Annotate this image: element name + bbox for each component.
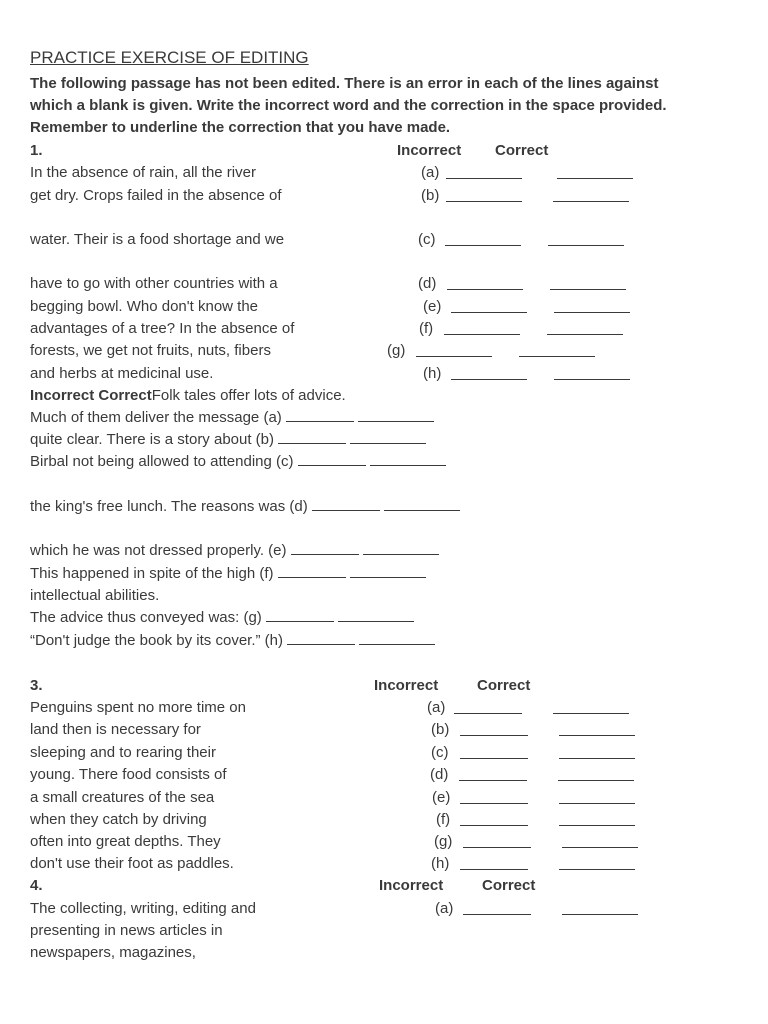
ex2-line-e [30, 542, 439, 560]
ex2-line-b [30, 431, 426, 449]
ex3-line: land then is necessary for [30, 721, 201, 738]
ex2-line-g [30, 609, 414, 627]
ex3-line: a small creatures of the sea [30, 789, 215, 806]
ex2-line-c [30, 453, 446, 471]
ex2-header-incorrect: Incorrect [30, 387, 99, 404]
instruction-line-2: which a blank is given. Write the incorrect word and the correction in the space provided. [30, 97, 667, 114]
ex2-f-incorrect-blank[interactable] [278, 576, 346, 578]
ex1-f-incorrect-blank[interactable] [444, 334, 520, 335]
ex1-label-c: (c) [418, 231, 436, 248]
ex1-label-b: (b) [421, 187, 440, 204]
ex1-label-d: (d) [418, 275, 437, 292]
ex2-header-correct: Correct [98, 387, 152, 404]
ex2-c-correct-blank[interactable] [370, 464, 446, 466]
ex3-a-correct-blank[interactable] [553, 713, 629, 714]
ex2-header-line [30, 387, 346, 405]
ex4-line: presenting in news articles in [30, 922, 223, 939]
ex4-a-correct-blank[interactable] [562, 914, 638, 915]
ex2-line-text: Much of them deliver the message (a) [30, 409, 282, 426]
ex3-label-a: (a) [427, 699, 446, 716]
ex4-label-a: (a) [435, 900, 454, 917]
ex1-line: begging bowl. Who don't know the [30, 298, 259, 315]
ex3-h-incorrect-blank[interactable] [460, 869, 528, 870]
ex4-line: The collecting, writing, editing and [30, 900, 256, 917]
ex3-b-incorrect-blank[interactable] [460, 735, 528, 736]
ex1-line: advantages of a tree? In the absence of [30, 320, 295, 337]
ex1-line: forests, we get not fruits, nuts, fibers [30, 342, 271, 359]
ex1-b-correct-blank[interactable] [553, 201, 629, 202]
ex1-e-incorrect-blank[interactable] [451, 312, 527, 313]
ex3-d-incorrect-blank[interactable] [459, 780, 527, 781]
ex3-g-incorrect-blank[interactable] [463, 847, 531, 848]
ex2-f-correct-blank[interactable] [350, 576, 426, 578]
ex3-f-incorrect-blank[interactable] [460, 825, 528, 826]
ex4-header-incorrect: Incorrect [379, 877, 444, 894]
ex3-line: sleeping and to rearing their [30, 744, 216, 761]
ex3-a-incorrect-blank[interactable] [454, 713, 522, 714]
ex3-g-correct-blank[interactable] [562, 847, 638, 848]
ex1-a-incorrect-blank[interactable] [446, 178, 522, 179]
ex1-g-incorrect-blank[interactable] [416, 356, 492, 357]
ex3-e-incorrect-blank[interactable] [460, 803, 528, 804]
ex4-header-correct: Correct [482, 877, 536, 894]
ex2-line-text: Birbal not being allowed to attending (c) [30, 453, 294, 470]
ex3-label-g: (g) [434, 833, 453, 850]
ex2-a-correct-blank[interactable] [358, 420, 434, 422]
ex1-c-correct-blank[interactable] [548, 245, 624, 246]
ex2-c-incorrect-blank[interactable] [298, 464, 366, 466]
ex3-line: don't use their foot as paddles. [30, 855, 234, 872]
ex2-b-incorrect-blank[interactable] [278, 442, 346, 444]
ex1-f-correct-blank[interactable] [547, 334, 623, 335]
ex1-line: get dry. Crops failed in the absence of [30, 187, 282, 204]
ex2-line-d [30, 498, 460, 516]
ex3-label-e: (e) [432, 789, 451, 806]
ex2-d-correct-blank[interactable] [384, 509, 460, 511]
ex3-line: Penguins spent no more time on [30, 699, 246, 716]
ex1-line: have to go with other countries with a [30, 275, 278, 292]
ex3-f-correct-blank[interactable] [559, 825, 635, 826]
ex2-line-a [30, 409, 434, 427]
ex2-b-correct-blank[interactable] [350, 442, 426, 444]
ex2-line-plain: intellectual abilities. [30, 587, 160, 604]
exercise-4-number: 4. [30, 877, 43, 894]
ex1-label-e: (e) [423, 298, 442, 315]
ex4-a-incorrect-blank[interactable] [463, 914, 531, 915]
ex1-b-incorrect-blank[interactable] [446, 201, 522, 202]
ex3-line: when they catch by driving [30, 811, 207, 828]
ex1-label-g: (g) [387, 342, 406, 359]
ex1-d-incorrect-blank[interactable] [447, 289, 523, 290]
ex1-line: water. Their is a food shortage and we [30, 231, 285, 248]
ex1-a-correct-blank[interactable] [557, 178, 633, 179]
ex3-line: often into great depths. They [30, 833, 221, 850]
ex2-line-text: quite clear. There is a story about (b) [30, 431, 275, 448]
ex1-label-f: (f) [419, 320, 434, 337]
ex3-line: young. There food consists of [30, 766, 227, 783]
ex2-g-correct-blank[interactable] [338, 620, 414, 622]
ex2-h-correct-blank[interactable] [359, 643, 435, 645]
ex3-e-correct-blank[interactable] [559, 803, 635, 804]
ex2-intro: Folk tales offer lots of advice. [151, 387, 346, 404]
ex3-label-d: (d) [430, 766, 449, 783]
ex3-label-c: (c) [431, 744, 449, 761]
ex3-header-incorrect: Incorrect [374, 677, 439, 694]
ex1-label-a: (a) [421, 164, 440, 181]
ex1-g-correct-blank[interactable] [519, 356, 595, 357]
ex2-line-text: which he was not dressed properly. (e) [30, 542, 287, 559]
ex2-h-incorrect-blank[interactable] [287, 643, 355, 645]
ex2-line-f [30, 565, 426, 583]
exercise-3-number: 3. [30, 677, 43, 694]
ex2-line-text: “Don't judge the book by its cover.” (h) [30, 632, 283, 649]
ex3-c-incorrect-blank[interactable] [460, 758, 528, 759]
ex1-h-incorrect-blank[interactable] [451, 379, 527, 380]
ex4-line: newspapers, magazines, [30, 944, 196, 961]
ex2-d-incorrect-blank[interactable] [312, 509, 380, 511]
ex2-line-text: the king's free lunch. The reasons was (d) [30, 498, 308, 515]
ex2-e-incorrect-blank[interactable] [291, 553, 359, 555]
ex2-a-incorrect-blank[interactable] [286, 420, 354, 422]
ex3-label-f: (f) [436, 811, 451, 828]
ex1-e-correct-blank[interactable] [554, 312, 630, 313]
ex1-c-incorrect-blank[interactable] [445, 245, 521, 246]
ex1-d-correct-blank[interactable] [550, 289, 626, 290]
ex1-header-incorrect: Incorrect [397, 142, 462, 159]
ex3-c-correct-blank[interactable] [559, 758, 635, 759]
ex1-label-h: (h) [423, 365, 442, 382]
instruction-line-1: The following passage has not been edited. There is an error in each of the lines against [30, 75, 659, 92]
ex2-line-text: The advice thus conveyed was: (g) [30, 609, 262, 626]
ex3-label-b: (b) [431, 721, 450, 738]
ex2-line-h [30, 632, 435, 650]
exercise-1-number: 1. [30, 142, 43, 159]
ex3-h-correct-blank[interactable] [559, 869, 635, 870]
ex2-line-text: This happened in spite of the high (f) [30, 565, 274, 582]
ex1-line: In the absence of rain, all the river [30, 164, 256, 181]
ex1-header-correct: Correct [495, 142, 549, 159]
ex3-label-h: (h) [431, 855, 450, 872]
instruction-line-3: Remember to underline the correction that you have made. [30, 119, 451, 136]
ex1-h-correct-blank[interactable] [554, 379, 630, 380]
page-title: PRACTICE EXERCISE OF EDITING [30, 48, 309, 67]
ex1-line: and herbs at medicinal use. [30, 365, 214, 382]
ex3-b-correct-blank[interactable] [559, 735, 635, 736]
ex2-g-incorrect-blank[interactable] [266, 620, 334, 622]
ex3-header-correct: Correct [477, 677, 531, 694]
ex3-d-correct-blank[interactable] [558, 780, 634, 781]
ex2-e-correct-blank[interactable] [363, 553, 439, 555]
